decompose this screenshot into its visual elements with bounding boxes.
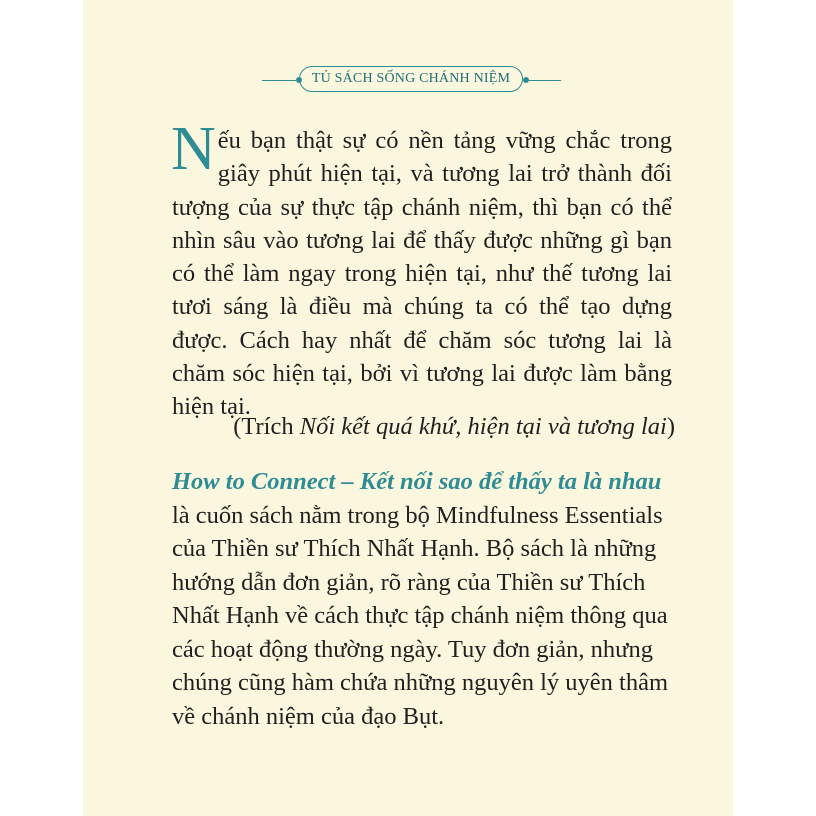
citation-open: (Trích: [233, 413, 300, 440]
header-rule-left: [262, 80, 296, 81]
quote-citation: [223, 410, 675, 443]
quote-paragraph: [171, 115, 672, 424]
drop-cap: N: [171, 115, 216, 183]
series-label: TỦ SÁCH SỐNG CHÁNH NIỆM: [299, 66, 523, 92]
description-body: là cuốn sách nằm trong bộ Mindfulness Essentials của Thiền sư Thích Nhất Hạnh. Bộ sách là những hướng dẫn đơn giản, rõ ràng của Thiền sư Thích Nhất Hạnh về cách thực tập chánh niệm thông qua các hoạt động thường ngày. Tuy đơn giản, nhưng chúng cũng hàm chứa những nguyên lý uyên thâm về chánh niệm của đạo Bụt.: [172, 501, 669, 730]
book-page: [83, 0, 733, 816]
book-title: How to Connect – Kết nối sao để thấy ta là nhau: [172, 468, 662, 495]
citation-close: ): [666, 413, 675, 440]
header-rule-right: [529, 80, 561, 81]
series-header: [83, 62, 733, 98]
citation-source: Nối kết quá khứ, hiện tại và tương lai: [299, 413, 667, 440]
quote-text: ếu bạn thật sự có nền tảng vững chắc trong giây phút hiện tại, và tương lai trở thành đối tượng của sự thực tập chánh niệm, thì bạn có thể nhìn sâu vào tương lai để thấy được những gì bạn có thể làm ngay trong hiện tại, như thế tương lai tươi sáng là điều mà chúng ta có thể tạo dựng được. Cách hay nhất để chăm sóc tương lai là chăm sóc hiện tại, bởi vì tương lai được làm bằng hiện tại.: [172, 127, 672, 421]
description-paragraph: [172, 465, 674, 733]
